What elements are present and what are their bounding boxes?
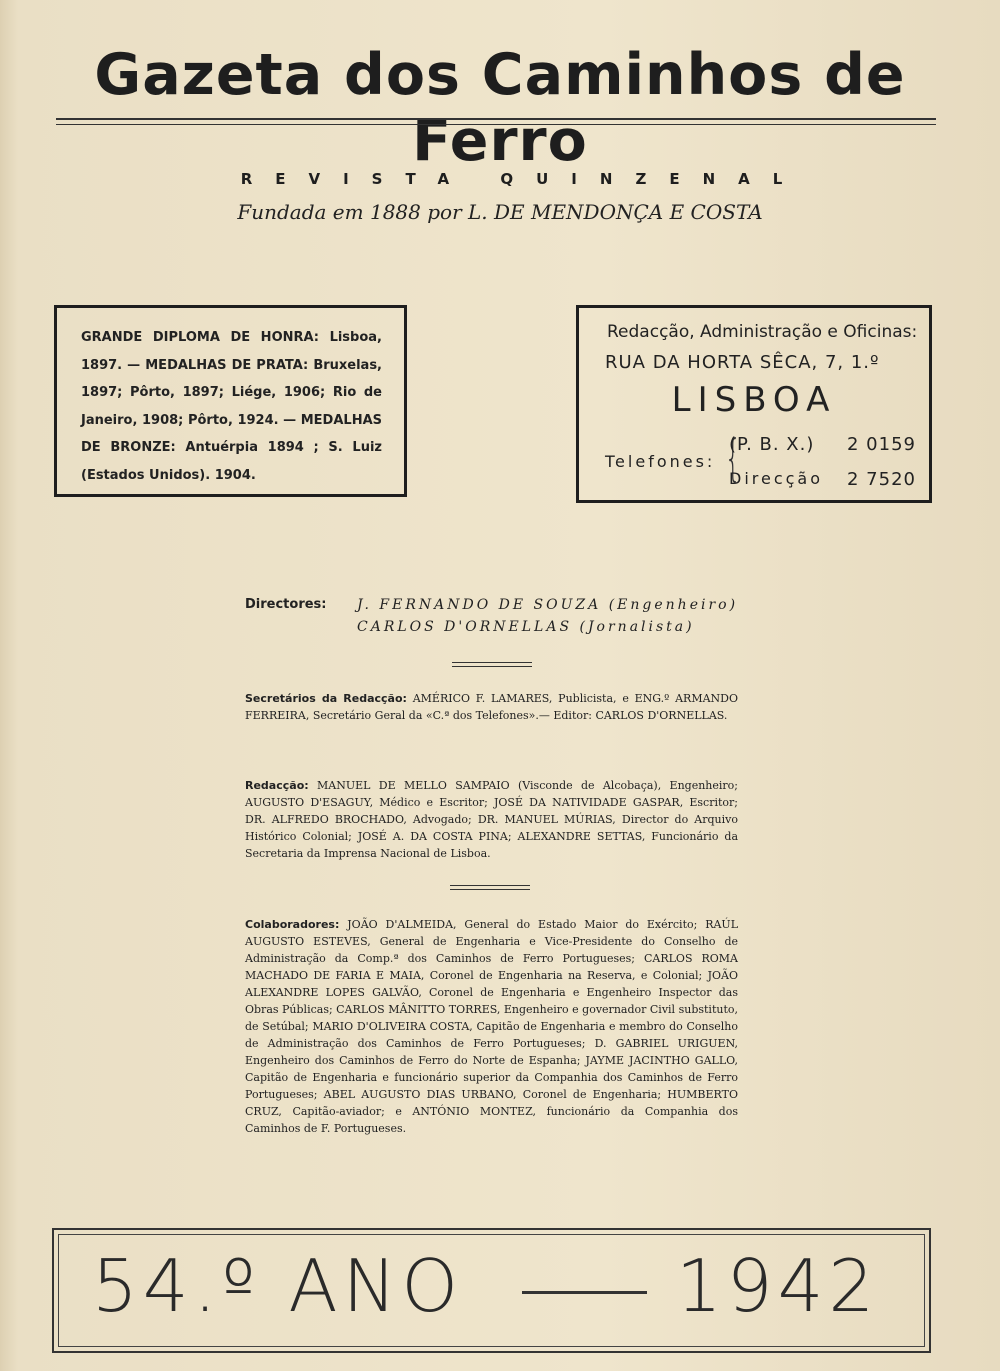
address-box — [576, 305, 932, 503]
volume-label: 54.º ANO — [92, 1244, 464, 1328]
address-city: LISBOA — [671, 380, 837, 420]
secretaries-text: AMÉRICO F. LAMARES, Publicista, e ENG.º ARMANDO FERREIRA, Secretário Geral da «C.ª dos Telefones».— Editor: CARLOS D'ORNELLAS. — [245, 692, 738, 722]
directors-label: Directores: — [245, 597, 327, 612]
section-separator — [450, 885, 530, 890]
phones-label: Telefones: — [605, 452, 716, 471]
masthead-title: Gazeta dos Caminhos de Ferro — [94, 42, 906, 174]
contributors-paragraph — [245, 916, 738, 1137]
awards-box — [54, 305, 407, 497]
secretaries-paragraph — [245, 690, 738, 724]
contributors-label: Colaboradores: — [245, 918, 340, 931]
subtitle: REVISTA QUINZENAL — [240, 170, 806, 188]
phone2-label: Direcção — [729, 469, 824, 488]
editorial-label: Redacção: — [245, 779, 309, 792]
phone1-label: (P. B. X.) — [729, 434, 815, 455]
phones-brace: { — [724, 429, 741, 487]
address-street: RUA DA HORTA SÊCA, 7, 1.º — [605, 352, 880, 373]
editorial-paragraph — [245, 777, 738, 862]
director-name: CARLOS D'ORNELLAS (Jornalista) — [357, 619, 695, 635]
phone2-number: 2 7520 — [847, 469, 916, 490]
year-label: 1942 — [676, 1244, 880, 1328]
section-separator — [452, 662, 532, 667]
founded-line: Fundada em 1888 por L. DE MENDONÇA E COSTA — [237, 200, 763, 224]
address-line1: Redacção, Administração e Oficinas: — [607, 322, 918, 342]
footer-dash — [522, 1291, 647, 1294]
awards-text: GRANDE DIPLOMA DE HONRA: Lisboa, 1897. — MEDALHAS DE PRATA: Bruxelas, 1897; Pôrto, 1897; Liége, 1906; Rio de Janeiro, 1908; Pôrto, 1924. — MEDALHAS DE BRONZE: Antuérpia 1894 ; S. Luiz (Estados Unidos). 1904. — [81, 330, 382, 483]
phone1-number: 2 0159 — [847, 434, 916, 455]
director-name: J. FERNANDO DE SOUZA (Engenheiro) — [357, 597, 739, 613]
editorial-text: MANUEL DE MELLO SAMPAIO (Visconde de Alcobaça), Engenheiro; AUGUSTO D'ESAGUY, Médico e Escritor; JOSÉ DA NATIVIDADE GASPAR, Escritor; DR. ALFREDO BROCHADO, Advogado; DR. MANUEL MÚRIAS, Director do Arquivo Histórico Colonial; JOSÉ A. DA COSTA PINA; ALEXANDRE SETTAS, Funcionário da Secretaria da Imprensa Nacional de Lisboa. — [245, 779, 738, 860]
contributors-text: JOÃO D'ALMEIDA, General do Estado Maior do Exército; RAÚL AUGUSTO ESTEVES, General de Engenharia e Vice-Presidente do Conselho de Administração da Comp.ª dos Caminhos de Ferro Portugueses; CARLOS ROMA MACHADO DE FARIA E MAIA, Coronel de Engenharia na Reserva, e Colonial; JOÃO ALEXANDRE LOPES GALVÃO, Coronel de Engenharia e Engenheiro Inspector das Obras Públicas; CARLOS MÂNITTO TORRES, Engenheiro e governador Civil substituto, de Setúbal; MARIO D'OLIVEIRA COSTA, Capitão de Engenharia e membro do Conselho de Administração dos Caminhos de Ferro Portugueses; D. GABRIEL URIGUEN, Engenheiro dos Caminhos de Ferro do Norte de Espanha; JAYME JACINTHO GALLO, Capitão de Engenharia e funcionário superior da Companhia dos Caminhos de Ferro Portugueses; ABEL AUGUSTO DIAS URBANO, Coronel de Engenharia; HUMBERTO CRUZ, Capitão-aviador; e ANTÓNIO MONTEZ, funcionário da Companhia dos Caminhos de F. Portugueses. — [245, 918, 738, 1135]
masthead-rule — [56, 118, 936, 125]
secretaries-label: Secretários da Redacção: — [245, 692, 407, 705]
